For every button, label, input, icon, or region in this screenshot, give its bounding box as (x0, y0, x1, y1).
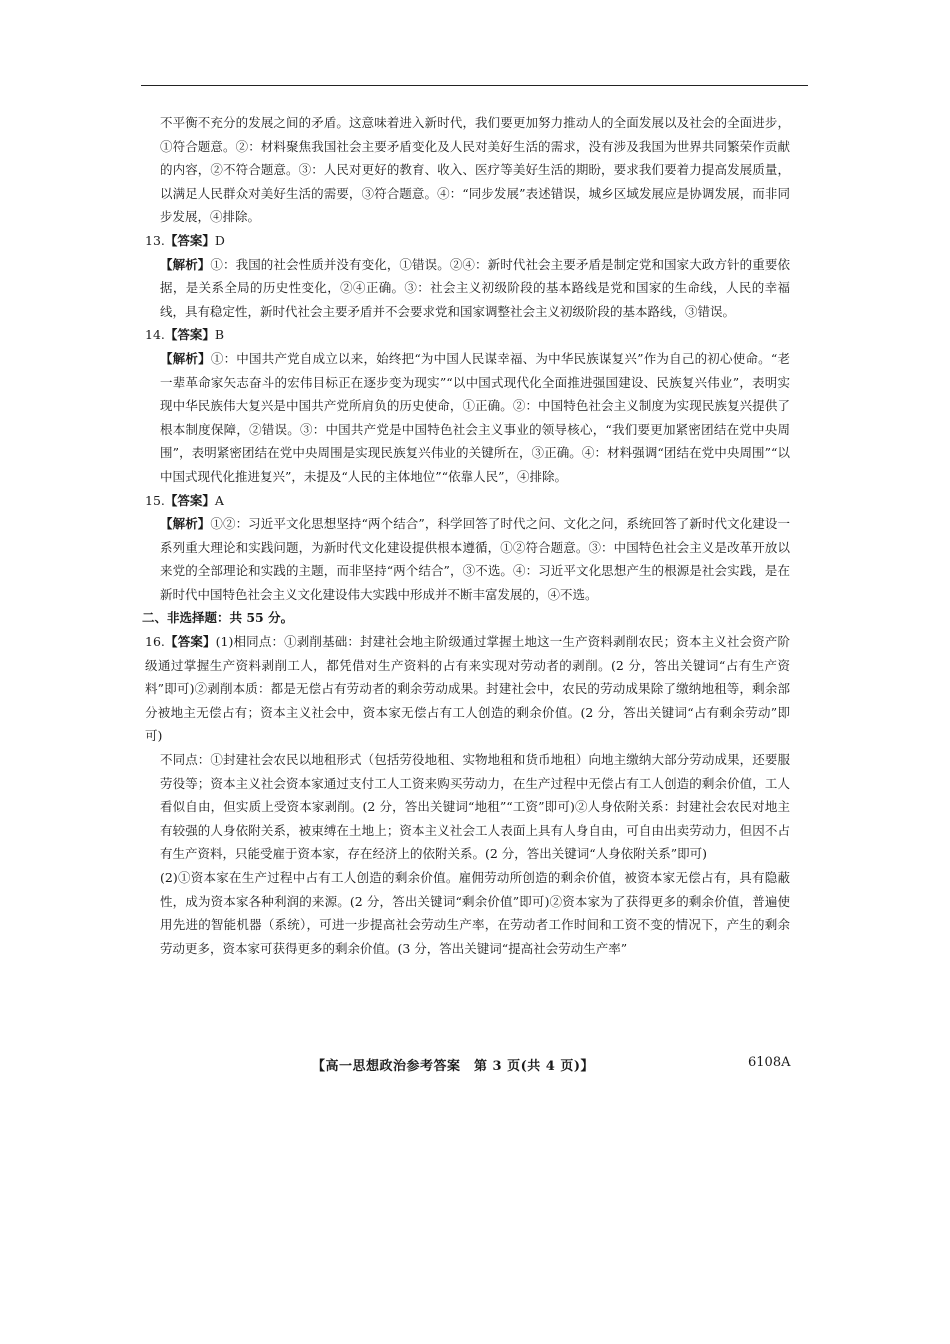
q13-analysis (160, 253, 790, 324)
q15-number: 15. (145, 492, 165, 508)
q15-answer-value: A (214, 492, 224, 508)
q16-differences: 不同点：①封建社会农民以地租形式（包括劳役地租、实物地租和货币地租）向地主缴纳大部分劳动成果，还要服劳役等；资本主义社会资本家通过支付工人工资来购买劳动力，在生产过程中无偿占有工人创造的剩余价值，工人看似自由，但实质上受资本家剥削。(2 分，答出关键词“地租”“工资”即可)②人身依附关系：封建社会农民对地主有较强的人身依附关系，被束缚在土地上；资本主义社会工人表面上具有人身自由，可自由出卖劳动力，但因不占有生产资料，只能受雇于资本家，存在经济上的依附关系。(2 分，答出关键词“人身依附关系”即可) (160, 752, 790, 862)
q14-analysis-text: ①：中国共产党自成立以来，始终把“为中国人民谋幸福、为中华民族谋复兴”作为自己的初心使命。“老一辈革命家矢志奋斗的宏伟目标正在逐步变为现实”“以中国式现代化全面推进强国建设、民族复兴伟业”，表明实现中华民族伟大复兴是中国共产党所肩负的历史使命，①正确。②：中国特色社会主义制度为实现民族复兴提供了根本制度保障，②错误。③：中国共产党是中国特色社会主义事业的领导核心，“我们要更加紧密团结在党中央周围”，表明紧密团结在党中央周围是实现民族复兴伟业的关键所在，③正确。④：材料强调“团结在党中央周围”“以中国式现代化推进复兴”，未提及“人民的主体地位”“依靠人民”，④排除。 (160, 350, 790, 484)
q14-analysis (160, 347, 790, 489)
q15-answer-tag: 【答案】 (164, 492, 215, 508)
q14-answer-value: B (214, 327, 225, 343)
q13-answer-value: D (214, 232, 225, 248)
footer-code: 6108A (748, 1055, 791, 1070)
q16-part1-text: (1)相同点：①剥削基础：封建社会地主阶级通过掌握土地这一生产资料剥削农民；资本主义社会资产阶级通过掌握生产资料剥削工人，都凭借对生产资料的占有来实现对劳动者的剥削。(2 分，答出关键词“占有生产资料”即可)②剥削本质：都是无偿占有劳动者的剩余劳动成果。封建社会中，农民的劳动成果除了缴纳地租等，剩余部分被地主无偿占有；资本主义社会中，资本家无偿占有工人创造的剩余价值。(2 分，答出关键词“占有剩余劳动”即可) (145, 634, 790, 744)
header-rule (141, 85, 808, 86)
q13-number: 13. (145, 232, 165, 248)
footer-page-info: 【高一思想政治参考答案 第 3 页(共 4 页)】 (312, 1059, 594, 1074)
answer-document (142, 111, 790, 960)
q13-analysis-text: ①：我国的社会性质并没有变化，①错误。②④：新时代社会主要矛盾是制定党和国家大政方针的重要依据，是关系全局的历史性变化，②④正确。③：社会主义初级阶段的基本路线是党和国家的生命线，人民的幸福线，具有稳定性，新时代社会主要矛盾并不会要求党和国家调整社会主义初级阶段的基本路线，③错误。 (160, 256, 790, 319)
q16-answer-tag: 【答案】 (164, 634, 216, 650)
q14-answer-tag: 【答案】 (164, 327, 215, 343)
q15-answer (145, 489, 790, 513)
q13-analysis-tag: 【解析】 (160, 256, 211, 272)
q13-answer-tag: 【答案】 (164, 232, 215, 248)
q14-analysis-tag: 【解析】 (160, 350, 211, 366)
q16-number: 16. (145, 634, 165, 650)
q14-answer (145, 323, 790, 347)
q16-answer (145, 630, 790, 960)
page-footer (0, 1055, 950, 1079)
q16-part1 (145, 630, 790, 748)
q15-analysis (160, 512, 790, 606)
q15-analysis-tag: 【解析】 (160, 516, 211, 532)
q16-part2: (2)①资本家在生产过程中占有工人创造的剩余价值。雇佣劳动所创造的剩余价值，被资本家无偿占有，具有隐蔽性，成为资本家各种利润的来源。(2 分，答出关键词“剩余价值”即可)②资本家为了获得更多的剩余价值，普遍使用先进的智能机器（系统），可进一步提高社会劳动生产率，在劳动者工作时间和工资不变的情况下，产生的剩余劳动更多，资本家可获得更多的剩余价值。(3 分，答出关键词“提高社会劳动生产率” (160, 870, 790, 956)
q13-answer (145, 229, 790, 253)
section-heading: 二、非选择题：共 55 分。 (142, 610, 294, 626)
q15-analysis-text: ①②：习近平文化思想坚持“两个结合”，科学回答了时代之问、文化之问，系统回答了新时代文化建设一系列重大理论和实践问题，为新时代文化建设提供根本遵循，①②符合题意。③：中国特色社会主义是改革开放以来党的全部理论和实践的主题，而非坚持“两个结合”，③不选。④：习近平文化思想产生的根源是社会实践，是在新时代中国特色社会主义文化建设伟大实践中形成并不断丰富发展的，④不选。 (160, 516, 790, 602)
q12-analysis-continuation: 不平衡不充分的发展之间的矛盾。这意味着进入新时代，我们要更加努力推动人的全面发展以及社会的全面进步，①符合题意。②：材料聚焦我国社会主要矛盾变化及人民对美好生活的需求，没有涉及我国为世界共同繁荣作贡献的内容，②不符合题意。③：人民对更好的教育、收入、医疗等美好生活的期盼，要求我们要着力提高发展质量，以满足人民群众对美好生活的需要，③符合题意。④：“同步发展”表述错误，城乡区域发展应是协调发展，而非同步发展，④排除。 (160, 115, 790, 225)
q14-number: 14. (145, 327, 165, 343)
